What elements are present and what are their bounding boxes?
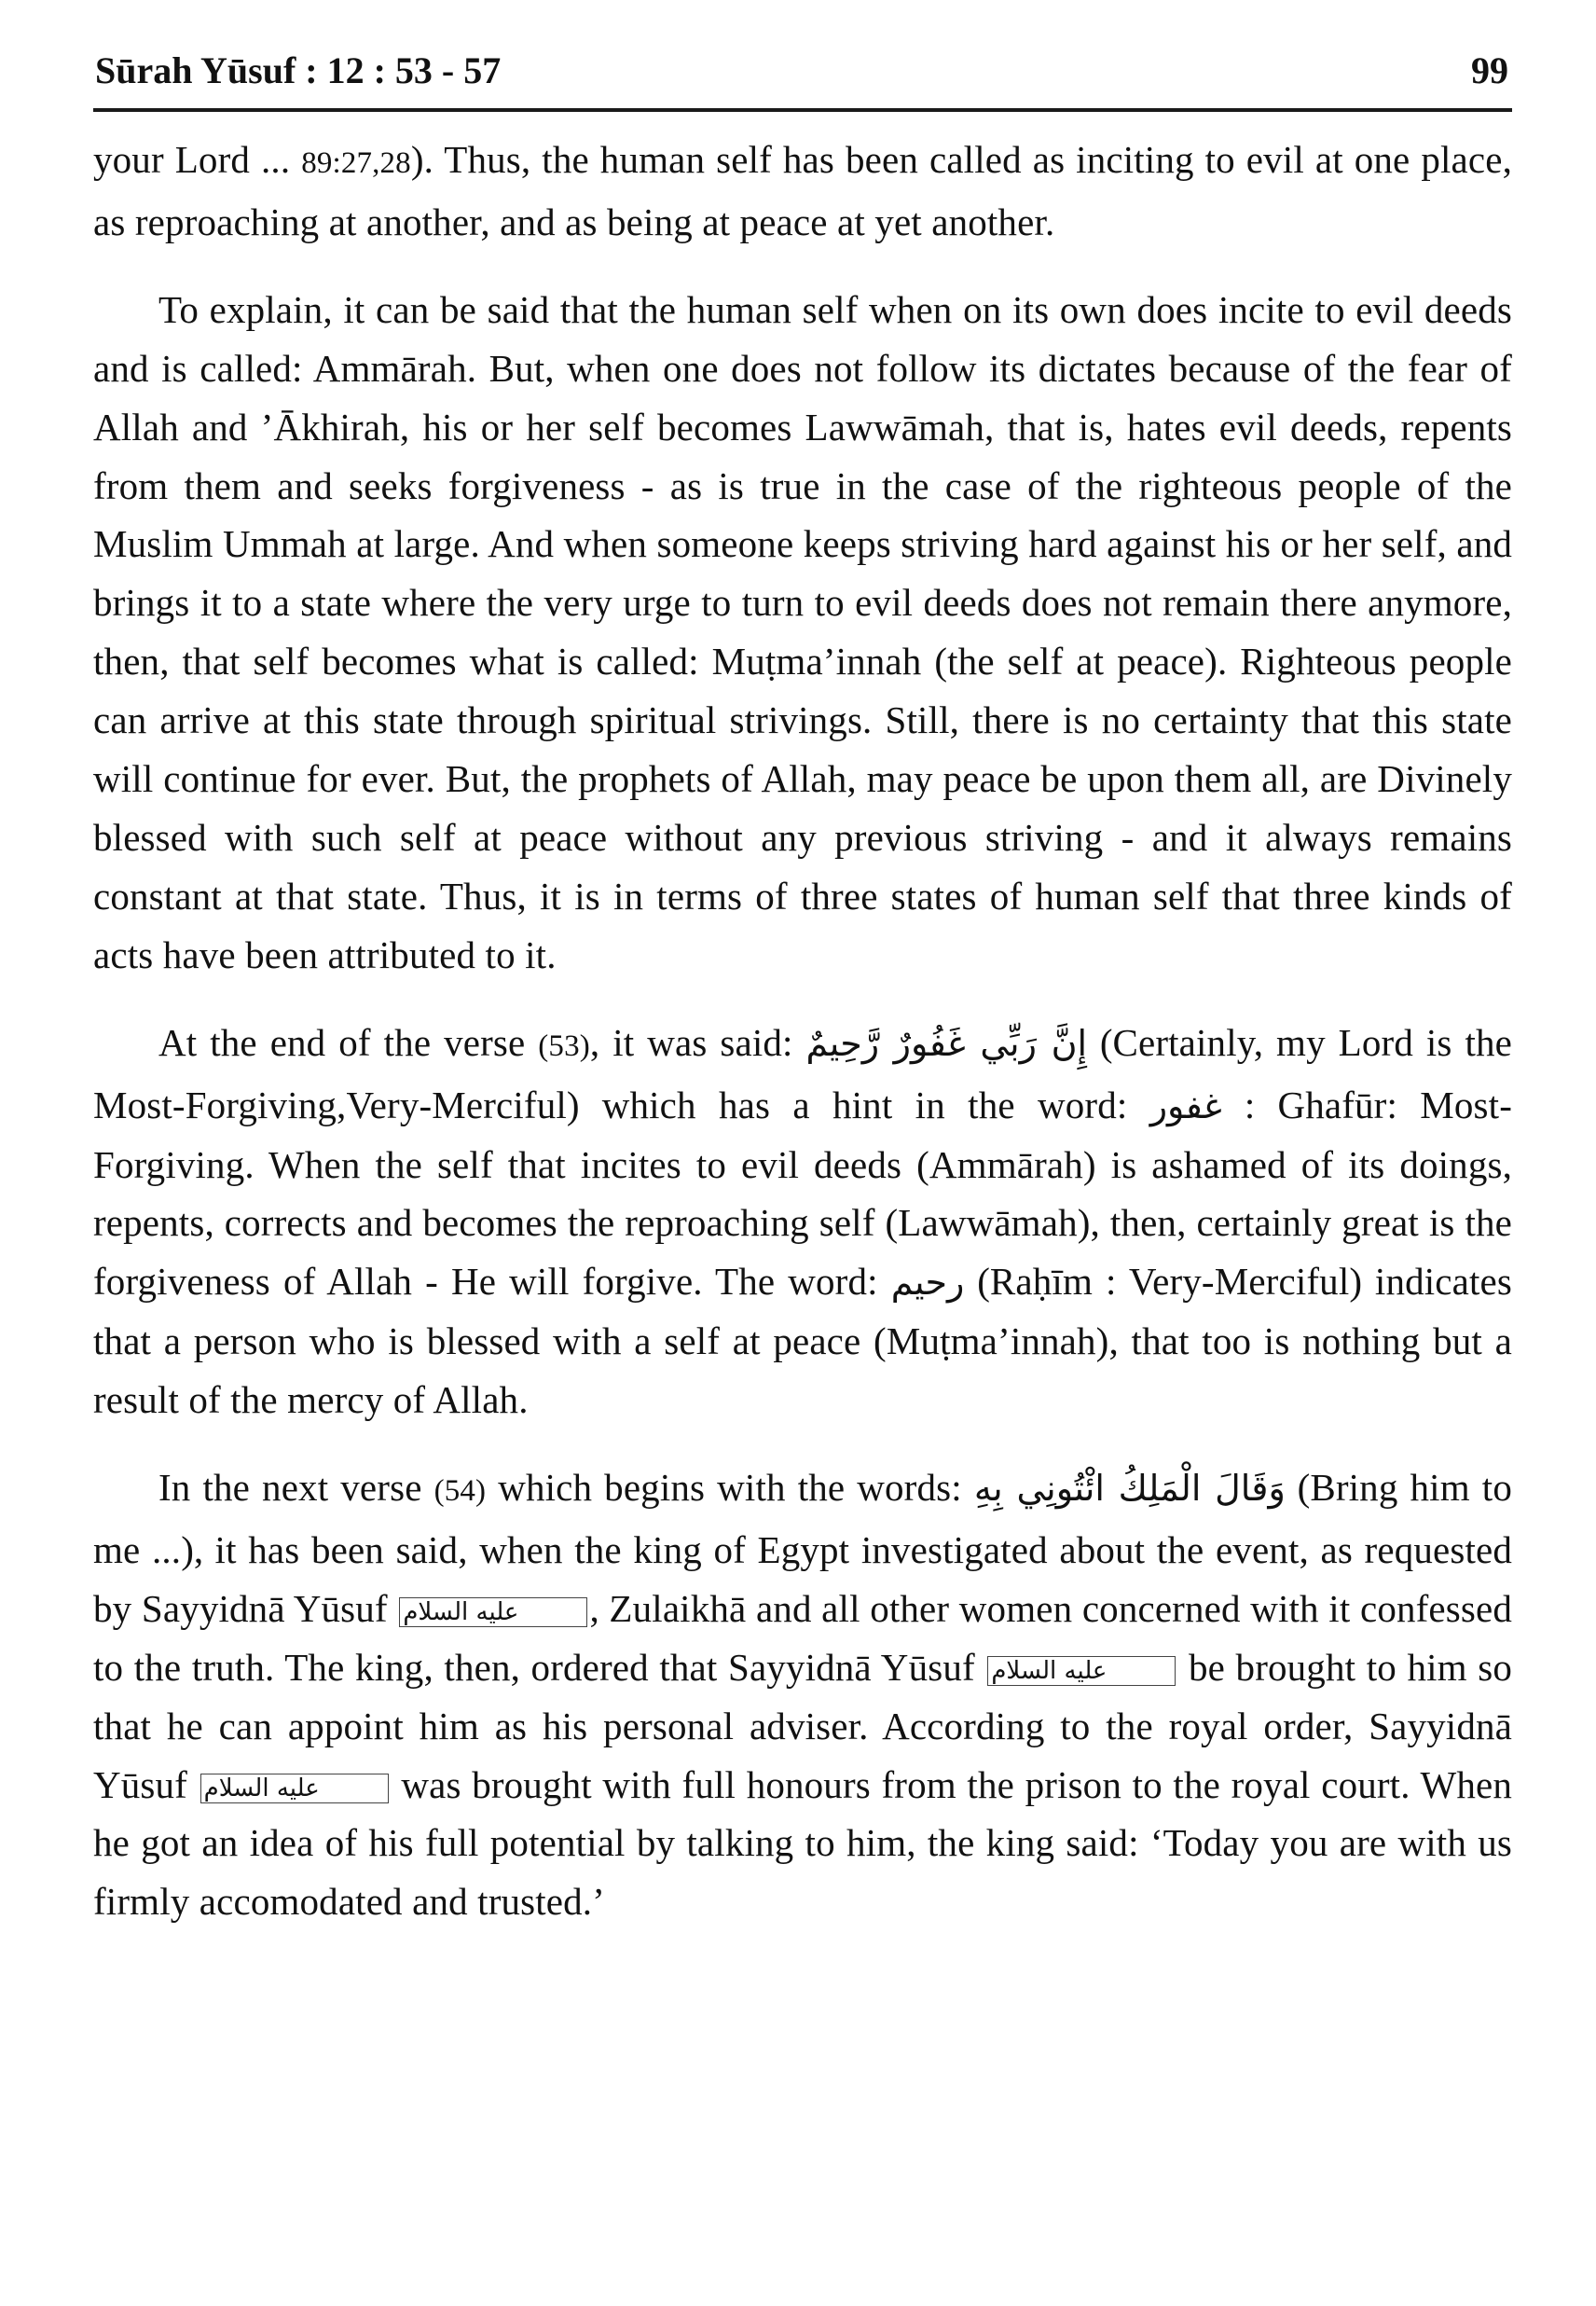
header-rule — [93, 108, 1512, 112]
verse-reference: (53) — [538, 1029, 590, 1063]
text-run: ). Thus, the human self has been called as inciting to evil at one place, as reproaching at another, and as being at peace at yet another. — [93, 138, 1512, 243]
text-run: At the end of the verse — [158, 1020, 539, 1064]
surah-title: Sūrah Yūsuf — [95, 49, 296, 91]
text-run: (Bring him to me ...), it has been said, when the king of Egypt investigated about the event, as requested by Sayyidnā Yūsuf — [93, 1466, 1512, 1630]
arabic-text: رحيم — [890, 1262, 965, 1304]
text-run: (Certainly, my Lord is the Most-Forgiving,Very-Merciful) which has a hint in the word: — [93, 1020, 1513, 1126]
text-run: be brought to him so that he can appoint him as his personal adviser. According to the royal order, Sayyidnā Yūsuf — [93, 1645, 1512, 1806]
paragraph-4 — [93, 1458, 1512, 1931]
text-run: which begins with the words: — [486, 1466, 974, 1510]
honorific-glyph: عليه السلام — [399, 1597, 587, 1627]
verse-reference: 89:27,28 — [301, 146, 411, 180]
running-header — [93, 48, 1512, 93]
text-run: To explain, it can be said that the human self when on its own does incite to evil deeds and is called: Ammārah. But, when one does not follow its dictates because of the fear of Allah and ’Ākhirah, his or her self becomes Lawwāmah, that is, hates evil deeds, repents from them and seeks forgiveness - as is true in the case of the righteous people of the Muslim Ummah at large. And when someone keeps striving hard against his or her self, and brings it to a state where the very urge to turn to evil deeds does not remain there anymore, then, that self becomes what is called: Muṭma’innah (the self at peace). Righteous people can arrive at this state through spiritual strivings. Still, there is no certainty that this state will continue for ever. But, the prophets of Allah, may peace be upon them all, are Divinely blessed with such self at peace without any previous striving - and it always remains constant at that state. Thus, it is in terms of three states of human self that three kinds of acts have been attributed to it. — [93, 287, 1512, 976]
text-run: , it was said: — [589, 1020, 806, 1064]
paragraph-2 — [93, 281, 1512, 985]
arabic-text: غفور — [1149, 1084, 1222, 1126]
body-text — [93, 131, 1512, 1931]
paragraph-3 — [93, 1014, 1512, 1429]
text-run: was brought with full honours from the prison to the royal court. When he got an idea of his full potential by talking to him, the king said: ‘Today you are with us firmly accomodated and trusted.’ — [93, 1762, 1512, 1924]
text-run: your Lord ... — [93, 138, 302, 181]
text-run: , Zulaikhā and all other women concerned with it confessed to the truth. The king, then, ordered that Sayyidnā Yūsuf — [93, 1586, 1512, 1689]
arabic-text: إِنَّ رَبِّي غَفُورٌ رَّحِيمٌ — [805, 1022, 1088, 1064]
verse-reference: (54) — [433, 1474, 487, 1509]
honorific-glyph: عليه السلام — [987, 1656, 1176, 1686]
text-run: : Ghafūr: Most-Forgiving. When the self that incites to evil deeds (Ammārah) is ashamed of its doings, repents, corrects and becomes the reproaching self (Lawwāmah), then, certainly great is the forgiveness of Allah - He will forgive. The word: — [93, 1083, 1512, 1304]
page-number: 99 — [1471, 49, 1508, 91]
verse-range: : 12 : 53 - 57 — [296, 49, 502, 91]
honorific-glyph: عليه السلام — [200, 1774, 389, 1803]
paragraph-1 — [93, 131, 1512, 252]
text-run: (Raḥīm : Very-Merciful) indicates that a person who is blessed with a self at peace (Muṭma’innah), that too is nothing but a result of the mercy of Allah. — [93, 1260, 1512, 1422]
book-page — [93, 48, 1512, 1931]
arabic-text: وَقَالَ الْمَلِكُ ائْتُونِي بِهِ — [973, 1468, 1286, 1510]
text-run: In the next verse — [158, 1466, 434, 1510]
running-title — [95, 48, 501, 93]
